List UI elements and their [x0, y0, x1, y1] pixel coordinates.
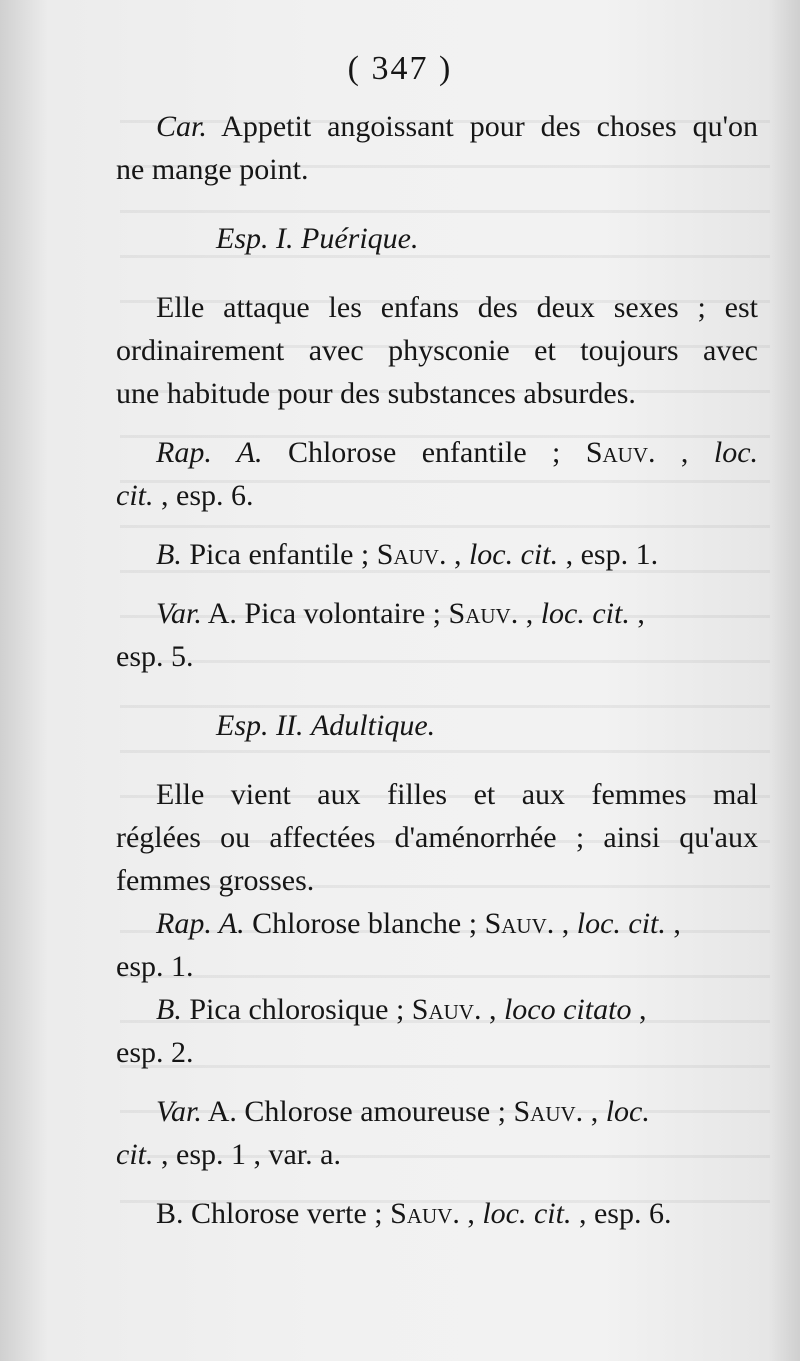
rap-a-1-cont: cit. , esp. 6.	[116, 479, 254, 512]
var-a-2-cont: cit. , esp. 1 , var. a.	[116, 1138, 341, 1171]
var-b-2: B. Chlorose verte ; Sauv. , loc. cit. , esp. 6.	[156, 1197, 672, 1230]
paragraph-2-line-1: Elle vient aux filles et aux femmes mal	[156, 778, 758, 811]
paragraph-1-line-1: Elle attaque les enfans des deux sexes ; est	[156, 291, 758, 324]
paragraph-2-line-3: femmes grosses.	[116, 864, 315, 897]
var-a-2: Var. A. Chlorose amoureuse ; Sauv. , loc.	[156, 1095, 650, 1128]
rap-a-2: Rap. A. Chlorose blanche ; Sauv. , loc. cit. ,	[156, 907, 681, 940]
paragraph-2-line-2: réglées ou affectées d'aménorrhée ; ainsi qu'aux	[116, 821, 758, 854]
rap-b-1: B. Pica enfantile ; Sauv. , loc. cit. , esp. 1.	[156, 538, 659, 571]
character-line: Car. Appetit angoissant pour des choses qu'on	[156, 110, 758, 143]
rap-a-1: Rap. A. Chlorose enfantile ; Sauv. , loc.	[156, 436, 759, 469]
rap-b-2: B. Pica chlorosique ; Sauv. , loco citato ,	[156, 993, 647, 1026]
page-text	[116, 105, 758, 1235]
page-number: ( 347 )	[347, 50, 453, 87]
paragraph-1-line-3: une habitude pour des substances absurdes.	[116, 377, 636, 410]
paragraph-1-line-2: ordinairement avec physconie et toujours avec	[116, 334, 758, 367]
character-line-cont: ne mange point.	[116, 153, 309, 186]
var-a-1-cont: esp. 5.	[116, 640, 194, 673]
species-heading-2: Esp. II. Adultique.	[216, 709, 436, 742]
rap-a-2-cont: esp. 1.	[116, 950, 194, 983]
species-heading-1: Esp. I. Puérique.	[216, 222, 419, 255]
rap-b-2-cont: esp. 2.	[116, 1036, 194, 1069]
var-a-1: Var. A. Pica volontaire ; Sauv. , loc. cit. ,	[156, 597, 645, 630]
